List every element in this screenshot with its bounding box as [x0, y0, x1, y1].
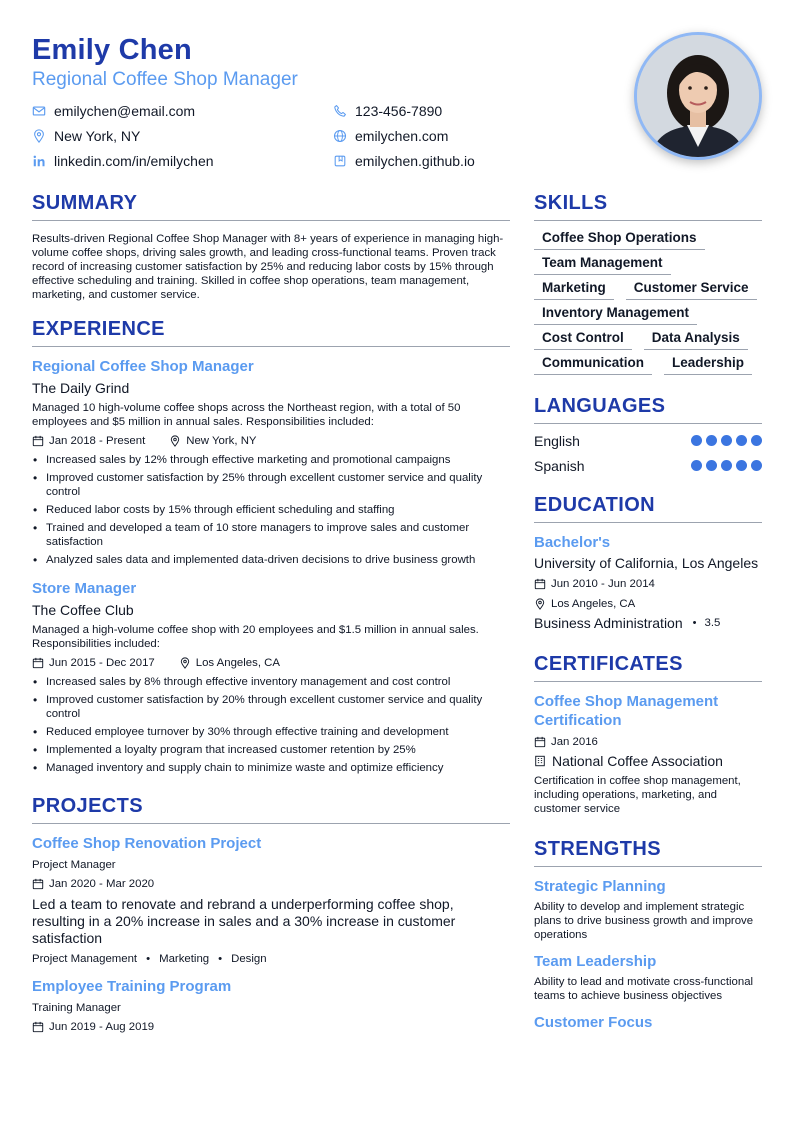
project-tag: Project Management — [32, 953, 138, 965]
job-title: Regional Coffee Shop Manager — [32, 358, 254, 375]
level-dot — [691, 435, 702, 446]
job-meta — [32, 655, 510, 671]
contact-phone[interactable] — [333, 101, 442, 121]
calendar-icon — [534, 578, 546, 590]
portfolio-icon — [333, 154, 347, 168]
certificates-heading: CERTIFICATES — [534, 651, 762, 682]
project-dates: Jan 2020 - Mar 2020 — [49, 878, 155, 890]
education-dates: Jun 2010 - Jun 2014 — [551, 578, 655, 590]
separator-dot: • — [146, 953, 151, 965]
language-level — [691, 460, 762, 471]
email-icon — [32, 104, 46, 118]
project-tag: Design — [231, 953, 267, 965]
list-item: • Improved customer satisfaction by 20% through excellent customer service and quality control — [32, 693, 510, 721]
project-role: Project Manager — [32, 859, 116, 871]
degree: Bachelor's — [534, 534, 611, 551]
project-entry — [32, 977, 510, 1035]
building-icon — [534, 755, 546, 767]
calendar-icon — [32, 435, 44, 447]
github-text: emilychen.github.io — [355, 153, 475, 169]
list-item: • Trained and developed a team of 10 store managers to improve sales and customer satisfaction — [32, 521, 510, 549]
portrait-illustration — [637, 35, 759, 157]
skill-tag: Coffee Shop Operations — [534, 229, 705, 250]
experience-heading: EXPERIENCE — [32, 316, 510, 347]
education-dates-row — [534, 576, 762, 592]
project-meta — [32, 1019, 510, 1035]
job-meta — [32, 433, 510, 449]
project-title: Coffee Shop Renovation Project — [32, 835, 262, 852]
skills-list — [534, 229, 762, 375]
list-item: • Increased sales by 12% through effective marketing and promotional campaigns — [32, 453, 510, 467]
location-pin-icon — [32, 129, 46, 143]
project-entry — [32, 834, 510, 965]
field-of-study: Business Administration — [534, 615, 683, 631]
resume-header — [32, 34, 612, 174]
strength-description: Ability to lead and motivate cross-functional teams to achieve business objectives — [534, 976, 754, 1002]
certificate-org-row — [534, 753, 762, 769]
skill-tag: Inventory Management — [534, 304, 697, 325]
right-column — [534, 190, 762, 1046]
job-bullets — [32, 453, 510, 567]
contact-github[interactable] — [333, 151, 475, 171]
language-level — [691, 435, 762, 446]
project-role: Training Manager — [32, 1002, 121, 1014]
list-item: • Improved customer satisfaction by 25% through excellent customer service and quality control — [32, 471, 510, 499]
project-tag: Marketing — [159, 953, 210, 965]
projects-section — [32, 793, 510, 1035]
education-field-row — [534, 615, 762, 631]
contact-email[interactable] — [32, 101, 195, 121]
separator-dot: • — [692, 617, 697, 629]
gpa: 3.5 — [704, 617, 721, 629]
separator-dot: • — [218, 953, 223, 965]
location-pin-icon — [179, 657, 191, 669]
skill-tag: Communication — [534, 354, 652, 375]
strengths-heading: STRENGTHS — [534, 836, 762, 867]
location-text: New York, NY — [54, 128, 141, 144]
calendar-icon — [534, 736, 546, 748]
person-title: Regional Coffee Shop Manager — [32, 69, 298, 90]
strengths-section — [534, 836, 762, 1032]
list-item: • Reduced employee turnover by 30% through effective training and development — [32, 725, 510, 739]
calendar-icon — [32, 1021, 44, 1033]
education-section — [534, 492, 762, 631]
job-entry — [32, 357, 510, 567]
level-dot — [751, 460, 762, 471]
language-name: Spanish — [534, 457, 585, 474]
skill-tag: Marketing — [534, 279, 614, 300]
strength-title: Team Leadership — [534, 953, 657, 970]
level-dot — [751, 435, 762, 446]
education-heading: EDUCATION — [534, 492, 762, 523]
certificate-title: Coffee Shop Management Certification — [534, 693, 719, 729]
calendar-icon — [32, 878, 44, 890]
certificate-date-row — [534, 734, 762, 750]
linkedin-icon — [32, 154, 46, 168]
website-text: emilychen.com — [355, 128, 449, 144]
job-description: Managed a high-volume coffee shop with 20 employees and $1.5 million in annual sales. Responsibilities included: — [32, 624, 479, 650]
company-name: The Daily Grind — [32, 380, 130, 396]
education-location-row — [534, 596, 762, 612]
project-tags — [32, 953, 510, 965]
person-name: Emily Chen — [32, 34, 192, 66]
job-title: Store Manager — [32, 580, 137, 597]
level-dot — [721, 435, 732, 446]
strength-title: Strategic Planning — [534, 878, 666, 895]
school-name: University of California, Los Angeles — [534, 555, 759, 571]
strength-title: Customer Focus — [534, 1014, 653, 1031]
level-dot — [691, 460, 702, 471]
globe-icon — [333, 129, 347, 143]
education-location: Los Angeles, CA — [551, 598, 636, 610]
list-item: • Reduced labor costs by 15% through efficient scheduling and staffing — [32, 503, 510, 517]
list-item: • Managed inventory and supply chain to minimize waste and optimize efficiency — [32, 761, 510, 775]
certificate-description: Certification in coffee shop management, including operations, marketing, and customer service — [534, 775, 741, 815]
phone-icon — [333, 104, 347, 118]
location-pin-icon — [169, 435, 181, 447]
skills-heading: SKILLS — [534, 190, 762, 221]
languages-section — [534, 393, 762, 474]
contact-info — [32, 98, 612, 174]
phone-text: 123-456-7890 — [355, 103, 443, 119]
skill-tag: Team Management — [534, 254, 671, 275]
email-text: emilychen@email.com — [54, 103, 196, 119]
location-pin-icon — [534, 598, 546, 610]
language-name: English — [534, 432, 580, 449]
skills-section — [534, 190, 762, 375]
job-bullets — [32, 675, 510, 775]
list-item: • Implemented a loyalty program that increased customer retention by 25% — [32, 743, 510, 757]
languages-heading: LANGUAGES — [534, 393, 762, 424]
job-location: New York, NY — [186, 435, 257, 447]
certificates-section — [534, 651, 762, 816]
job-entry — [32, 579, 510, 775]
language-row — [534, 432, 762, 449]
skill-tag: Leadership — [664, 354, 752, 375]
summary-heading: SUMMARY — [32, 190, 510, 221]
summary-text: Results-driven Regional Coffee Shop Manager with 8+ years of experience in managing high-volume coffee shops, driving sales growth, and leading cross-functional teams. Proven track record of increasing customer satisfaction by 25% and reducing labor costs by 15% through effective scheduling and training. Skilled in coffee shop operations, team management, marketing, and customer service. — [32, 233, 504, 301]
skill-tag: Cost Control — [534, 329, 632, 350]
project-dates: Jun 2019 - Aug 2019 — [49, 1021, 155, 1033]
skill-tag: Data Analysis — [644, 329, 748, 350]
strength-description: Ability to develop and implement strategic plans to drive business growth and improve operations — [534, 901, 754, 941]
job-description: Managed 10 high-volume coffee shops across the Northeast region, with a total of 50 employees and $5 million in annual sales. Responsibilities included: — [32, 402, 461, 428]
job-location: Los Angeles, CA — [195, 657, 280, 669]
contact-website[interactable] — [333, 126, 448, 146]
skill-tag: Customer Service — [626, 279, 757, 300]
project-title: Employee Training Program — [32, 978, 232, 995]
profile-photo — [634, 32, 762, 160]
certificate-date: Jan 2016 — [551, 736, 598, 748]
job-dates: Jan 2018 - Present — [49, 435, 146, 447]
contact-linkedin[interactable] — [32, 151, 214, 171]
experience-section — [32, 316, 510, 775]
level-dot — [706, 435, 717, 446]
project-description: Led a team to renovate and rebrand a underperforming coffee shop, resulting in a 20% increase in sales and a 30% increase in customer satisfaction — [32, 896, 456, 946]
contact-location — [32, 126, 140, 146]
level-dot — [721, 460, 732, 471]
project-meta — [32, 876, 510, 892]
summary-section — [32, 190, 510, 302]
left-column — [32, 190, 510, 1049]
level-dot — [706, 460, 717, 471]
projects-heading: PROJECTS — [32, 793, 510, 824]
job-dates: Jun 2015 - Dec 2017 — [49, 657, 155, 669]
list-item: • Analyzed sales data and implemented data-driven decisions to drive business growth — [32, 553, 510, 567]
language-row — [534, 457, 762, 474]
level-dot — [736, 460, 747, 471]
calendar-icon — [32, 657, 44, 669]
linkedin-text: linkedin.com/in/emilychen — [54, 153, 214, 169]
company-name: The Coffee Club — [32, 602, 134, 618]
certificate-org: National Coffee Association — [552, 753, 723, 769]
level-dot — [736, 435, 747, 446]
list-item: • Increased sales by 8% through effective inventory management and cost control — [32, 675, 510, 689]
